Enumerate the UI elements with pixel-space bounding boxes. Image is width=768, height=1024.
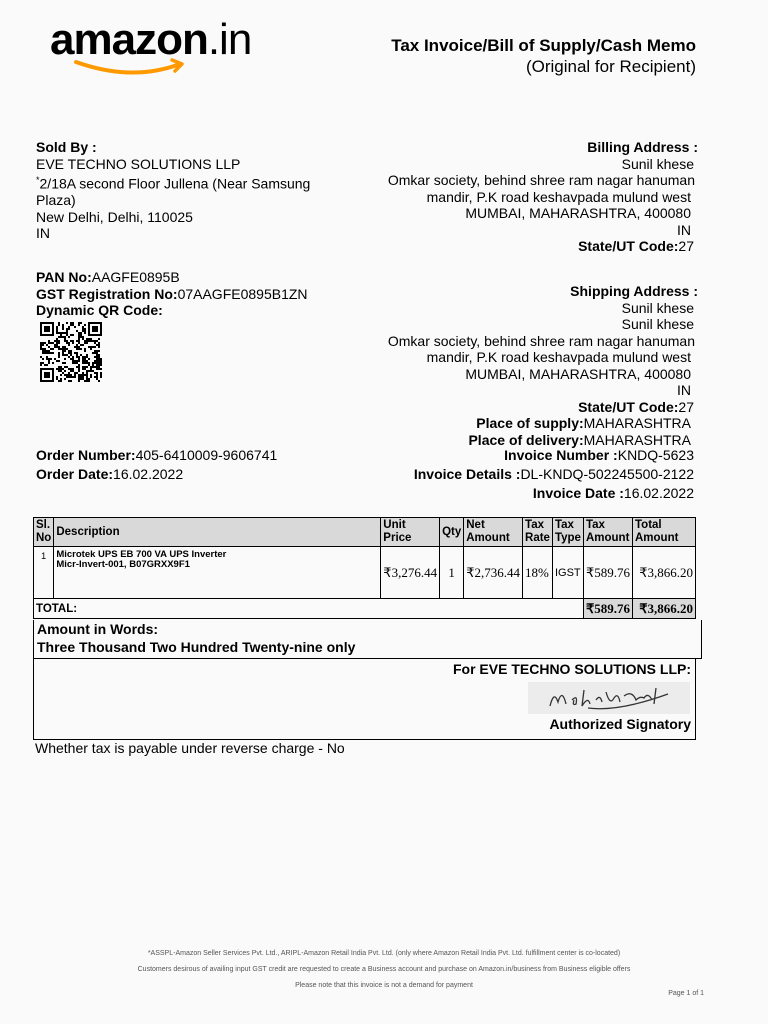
header-qty: Qty (440, 518, 464, 547)
handwritten-signature-icon (528, 682, 690, 714)
qr-label: Dynamic QR Code: (36, 302, 163, 318)
order-block (36, 446, 277, 484)
header-tax-rate: Tax Rate (523, 518, 553, 547)
cell-tax-rate: 18% (523, 547, 553, 599)
billing-label: Billing Address : (587, 139, 698, 155)
cell-description: Microtek UPS EB 700 VA UPS Inverter Micr-Invert-001, B07GRXX9F1 (54, 547, 381, 599)
header-sl: Sl. No (34, 518, 54, 547)
shipping-name-2: Sunil khese (621, 316, 694, 332)
billing-block (387, 139, 698, 255)
seller-block (36, 139, 310, 242)
billing-addr3: MUMBAI, MAHARASHTRA, 400080 (465, 205, 691, 221)
invoice-title: Tax Invoice/Bill of Supply/Cash Memo (391, 36, 696, 55)
page-number: Page 1 of 1 (668, 990, 704, 997)
invoice-date: 16.02.2022 (623, 485, 694, 501)
tax-ids-block (36, 269, 308, 319)
cell-sl: 1 (34, 547, 54, 599)
shipping-country: IN (677, 382, 691, 398)
invoice-title-block (391, 36, 696, 77)
words-label: Amount in Words: (37, 621, 159, 637)
cell-tax-amount: ₹589.76 (583, 547, 632, 599)
footer-line-2: Customers desirous of availing input GST credit are requested to create a Business account and purchase on Amazon.in/business from Business eligible offers (137, 966, 631, 973)
words-value: Three Thousand Two Hundred Twenty-nine only (37, 639, 356, 655)
invoice-details-label: Invoice Details : (413, 466, 521, 482)
shipping-state-label: State/UT Code: (578, 398, 679, 415)
order-date-label: Order Date: (36, 466, 114, 482)
shipping-addr2: mandir, P.K road keshavpada mulund west (426, 349, 691, 365)
footer-line-1: *ASSPL-Amazon Seller Services Pvt. Ltd., ARIPL-Amazon Retail India Pvt. Ltd. (only where Amazon Retail India Pvt. Ltd. fulfillment center is co-located) (147, 950, 621, 957)
shipping-state-code: 27 (678, 398, 694, 415)
shipping-block (387, 283, 698, 448)
order-number-label: Order Number: (36, 447, 136, 463)
billing-addr1: Omkar society, behind shree ram nagar hanuman (387, 172, 695, 188)
seller-addr2: Plaza) (36, 192, 76, 209)
order-date: 16.02.2022 (113, 466, 184, 482)
shipping-label: Shipping Address : (570, 283, 698, 299)
seller-label: Sold By : (36, 139, 97, 155)
logo-main: amazon (50, 15, 208, 64)
invoice-details: DL-KNDQ-502245500-2122 (520, 466, 694, 482)
signature-for-label: For EVE TECHNO SOLUTIONS LLP: (452, 661, 691, 677)
reverse-charge-note: Whether tax is payable under reverse charge - No (35, 740, 345, 756)
amount-in-words-box (33, 620, 702, 659)
cell-total-amount: ₹3,866.20 (633, 547, 696, 599)
cell-unit-price: ₹3,276.44 (381, 547, 440, 599)
gst-value: 07AAGFE0895B1ZN (177, 285, 308, 302)
seller-star: * (36, 175, 40, 185)
cell-net-amount: ₹2,736.44 (464, 547, 523, 599)
billing-addr2: mandir, P.K road keshavpada mulund west (426, 188, 691, 205)
pan-label: PAN No: (36, 269, 92, 285)
billing-name: Sunil khese (621, 155, 694, 172)
header-net-amount: Net Amount (464, 518, 523, 547)
shipping-addr1: Omkar society, behind shree ram nagar hanuman (387, 332, 695, 349)
header-tax-amount: Tax Amount (583, 518, 632, 547)
invoice-date-label: Invoice Date : (532, 485, 624, 501)
signature-box (33, 659, 696, 740)
invoice-number: KNDQ-5623 (617, 447, 694, 463)
shipping-addr3: MUMBAI, MAHARASHTRA, 400080 (465, 365, 691, 382)
header-unit-price: Unit Price (381, 518, 440, 547)
order-number: 405-6410009-9606741 (135, 447, 278, 463)
cell-tax-type: IGST (552, 547, 583, 599)
table-row (34, 547, 696, 599)
seller-addr1: 2/18A second Floor Jullena (Near Samsung (39, 175, 311, 192)
delivery-value: MAHARASHTRA (583, 431, 691, 448)
pan-value: AAGFE0895B (91, 269, 180, 285)
billing-state-label: State/UT Code: (578, 238, 679, 254)
signature-image (528, 682, 690, 714)
seller-name: EVE TECHNO SOLUTIONS LLP (36, 155, 241, 172)
footer-line-3: Please note that this invoice is not a demand for payment (295, 982, 473, 989)
shipping-name-1: Sunil khese (621, 299, 694, 316)
gst-label: GST Registration No: (36, 285, 178, 302)
amazon-logo (50, 15, 252, 64)
billing-state-code: 27 (678, 238, 694, 254)
header-total-amount: Total Amount (633, 518, 696, 547)
billing-country: IN (677, 221, 691, 238)
delivery-label: Place of delivery: (468, 431, 584, 448)
table-header-row (34, 518, 696, 547)
supply-label: Place of supply: (476, 415, 584, 431)
seller-addr3: New Delhi, Delhi, 110025 (36, 208, 193, 225)
total-label: TOTAL: (34, 599, 584, 619)
total-row (34, 599, 696, 619)
header-tax-type: Tax Type (552, 518, 583, 547)
authorized-signatory: Authorized Signatory (549, 716, 691, 732)
items-table (33, 517, 696, 619)
cell-qty: 1 (440, 547, 464, 599)
smile-arrow-icon (72, 56, 192, 78)
total-amount: ₹3,866.20 (633, 599, 696, 619)
total-tax: ₹589.76 (583, 599, 632, 619)
seller-country: IN (36, 225, 50, 242)
supply-value: MAHARASHTRA (583, 415, 691, 431)
invoice-subtitle: (Original for Recipient) (525, 57, 696, 76)
header-description: Description (54, 518, 381, 547)
invoice-number-label: Invoice Number : (504, 447, 618, 463)
qr-code-icon (40, 322, 102, 382)
logo-suffix: .in (207, 15, 252, 64)
invoice-block (414, 446, 694, 503)
